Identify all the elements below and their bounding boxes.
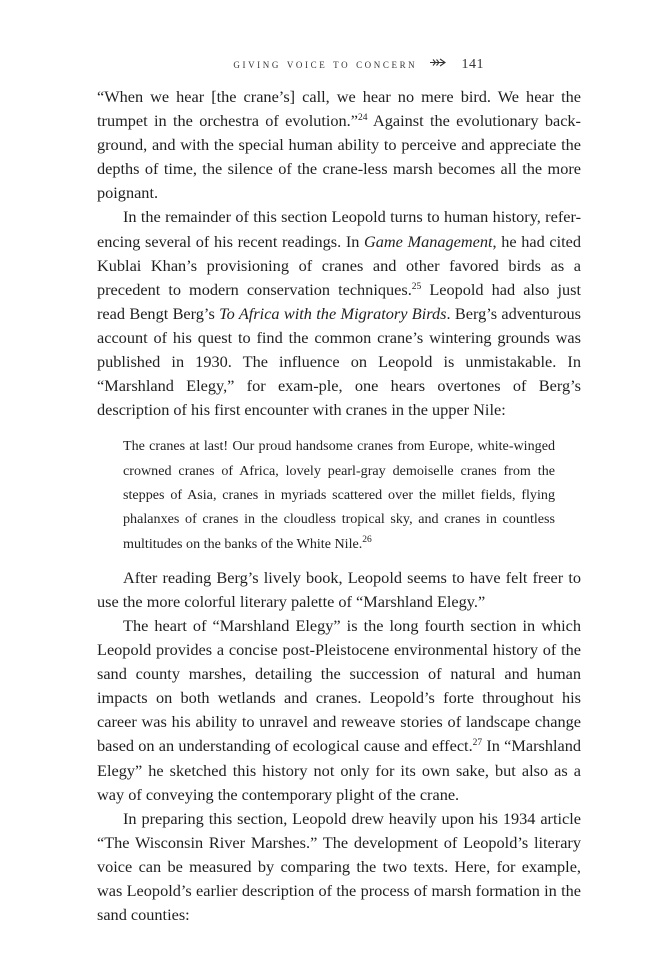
body-text [97, 85, 581, 927]
quote-text [123, 434, 555, 555]
text-run: In the remainder of this section Leopold turns to human history, refer-encing several of his recent readings. In [97, 207, 581, 251]
text-run: Leopold had also just read Bengt Berg’s [97, 279, 581, 323]
text-run: The cranes at last! Our proud handsome cranes from Europe, white-winged crowned cranes of Africa, lovely pearl-gray demoiselle cranes from the steppes of Asia, cranes in myriads scattered over the millet fields, flying phalanxes of cranes in the cloudless tropical sky, and cranes in countless multitudes on the banks of the White Nile. [123, 438, 555, 552]
running-head-title: giving voice to concern [233, 56, 418, 71]
running-head-ornament-icon [429, 56, 447, 72]
text-run: Against the evolutionary back-ground, and with the special human ability to perceive and appreciate the depths of time, the silence of the crane-less marsh becomes all the more poignant. [97, 111, 581, 203]
block-quote-berg [123, 434, 555, 555]
text-run: In “Marshland Elegy” he sketched this history not only for its own sake, but also as a way of conveying the contemporary plight of the crane. [97, 736, 582, 804]
running-head [97, 56, 484, 73]
paragraph-heart-of-elegy [97, 614, 581, 807]
paragraph-after-berg [97, 566, 581, 614]
footnote-ref: 26 [362, 534, 372, 545]
paragraph-preparing-section [97, 807, 581, 927]
text-run: , he had cited Kublai Khan’s provisioning of cranes and other favored birds as a precedent to modern conservation techniques. [97, 231, 582, 299]
text-run: “When we hear [the crane’s] call, we hear no mere bird. We hear the trumpet in the orchestra of evolution.” [97, 87, 581, 131]
text-run: The heart of “Marshland Elegy” is the long fourth section in which Leopold provides a concise post-Pleistocene environmental history of the sand county marshes, detailing the succession of natural and human impacts on both wetlands and cranes. Leopold’s forte throughout his career was his ability to unravel and reweave stories of landscape change based on an understanding of ecological cause and effect. [97, 615, 581, 756]
footnote-ref: 24 [357, 113, 368, 124]
paragraph-human-history [97, 205, 581, 422]
italic-title: To Africa with the Migratory Birds [219, 303, 447, 323]
italic-title: Game Management [364, 231, 493, 251]
text-run: In preparing this section, Leopold drew heavily upon his 1934 article “The Wisconsin River Marshes.” The development of Leopold’s literary voice can be measured by comparing the two texts. Here, for example, was Leopold’s earlier description of the process of marsh formation in the sand counties: [97, 808, 581, 925]
paragraph-crane-call [97, 85, 581, 205]
footnote-ref: 27 [472, 738, 483, 749]
footnote-ref: 25 [411, 281, 422, 292]
page-number: 141 [461, 57, 484, 72]
text-run: After reading Berg’s lively book, Leopold seems to have felt freer to use the more colorful literary palette of “Marshland Elegy.” [97, 567, 581, 611]
text-run: . Berg’s adventurous account of his quest to find the common crane’s wintering grounds was published in 1930. The influence on Leopold is unmistakable. In “Marshland Elegy,” for exam-ple, one hears overtones of Berg’s description of his first encounter with cranes in the upper Nile: [97, 303, 581, 420]
